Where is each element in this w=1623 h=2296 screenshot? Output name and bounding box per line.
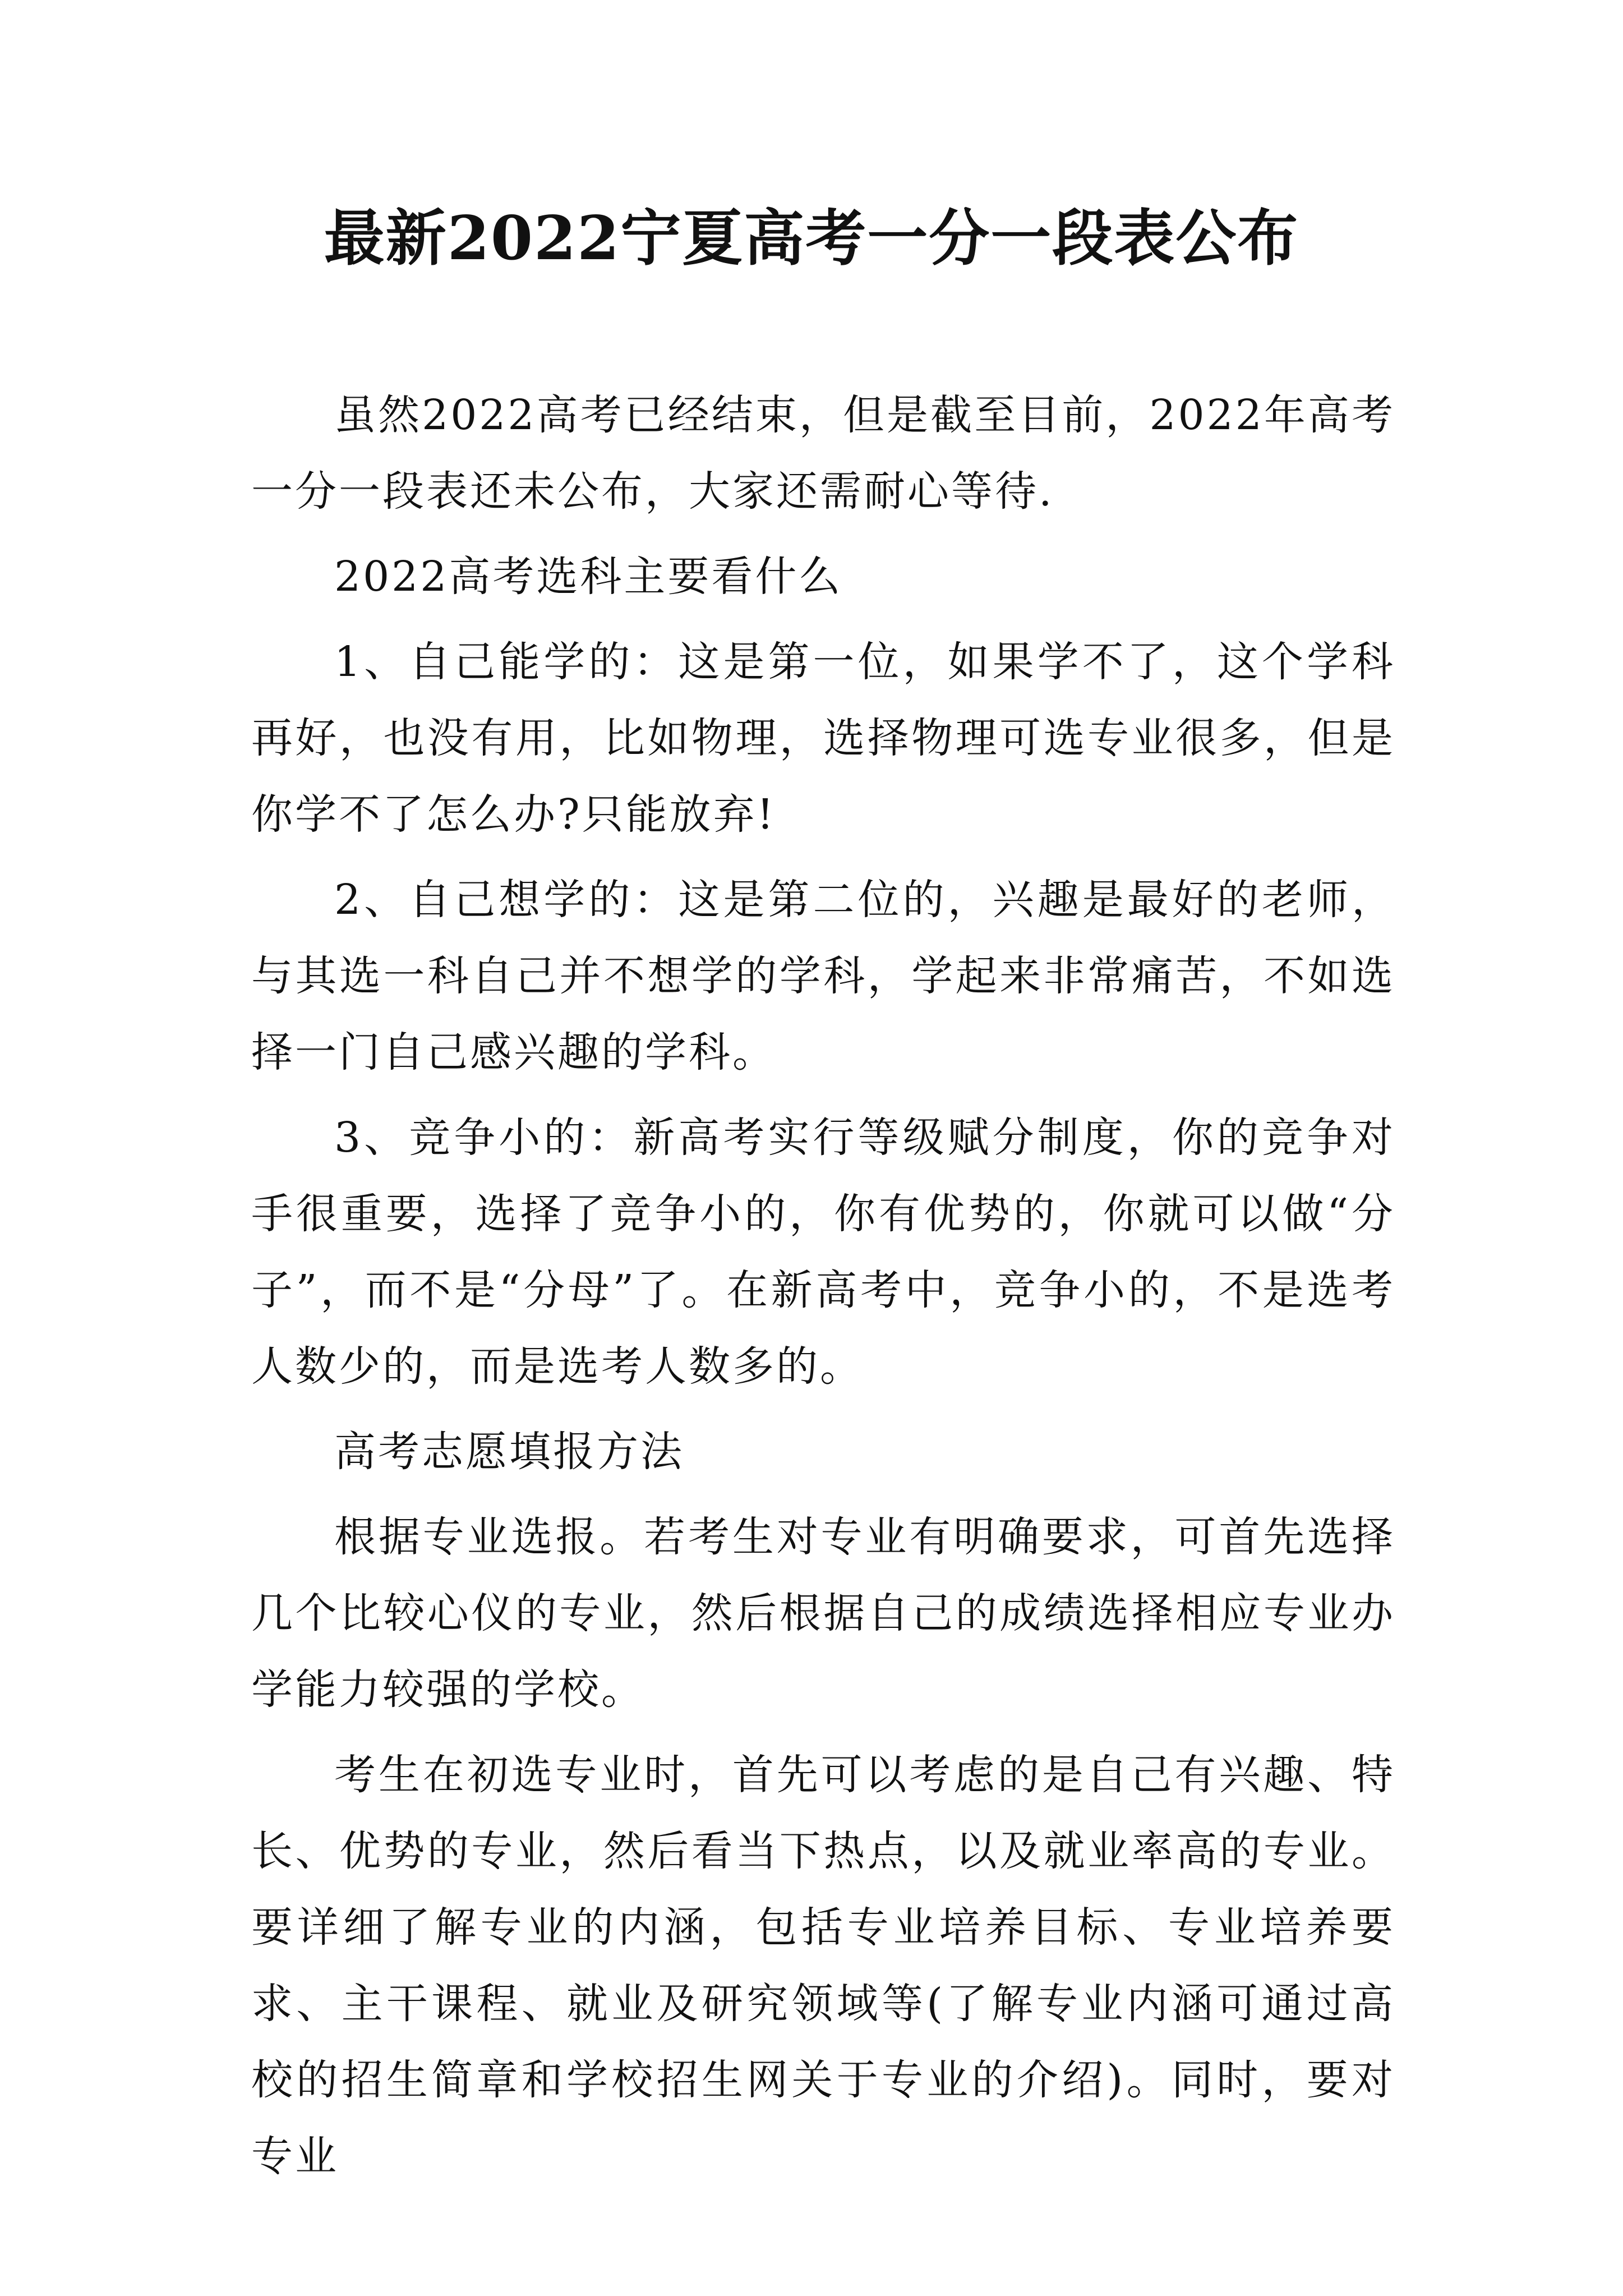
- paragraph-major-details: 考生在初选专业时，首先可以考虑的是自己有兴趣、特长、优势的专业，然后看当下热点，以及就业率高的专业。要详细了解专业的内涵，包括专业培养目标、专业培养要求、主干课程、就业及研究领域等(了解专业内涵可通过高校的招生简章和学校招生网关于专业的介绍)。同时，要对专业: [251, 1751, 1395, 2180]
- heading-application-method: 高考志愿填报方法: [334, 1428, 684, 1476]
- document-body: [251, 377, 1395, 2203]
- heading-subject-selection: 2022高考选科主要看什么: [334, 553, 843, 601]
- document-title: 最新2022宁夏高考一分一段表公布: [324, 203, 1299, 274]
- paragraph-point-2: 2、自己想学的：这是第二位的，兴趣是最好的老师，与其选一科自己并不想学的学科，学起来非常痛苦，不如选择一门自己感兴趣的学科。: [251, 876, 1395, 1076]
- paragraph-point-3: 3、竞争小的：新高考实行等级赋分制度，你的竞争对手很重要，选择了竞争小的，你有优势的，你就可以做“分子”，而不是“分母”了。在新高考中，竞争小的，不是选考人数少的，而是选考人数多的。: [251, 1114, 1395, 1391]
- paragraph-intro: 虽然2022高考已经结束，但是截至目前，2022年高考一分一段表还未公布，大家还需耐心等待.: [251, 391, 1395, 516]
- paragraph-by-major: 根据专业选报。若考生对专业有明确要求，可首先选择几个比较心仪的专业，然后根据自己的成绩选择相应专业办学能力较强的学校。: [251, 1513, 1395, 1714]
- paragraph-point-1: 1、自己能学的：这是第一位，如果学不了，这个学科再好，也没有用，比如物理，选择物理可选专业很多，但是你学不了怎么办?只能放弃!: [251, 638, 1395, 839]
